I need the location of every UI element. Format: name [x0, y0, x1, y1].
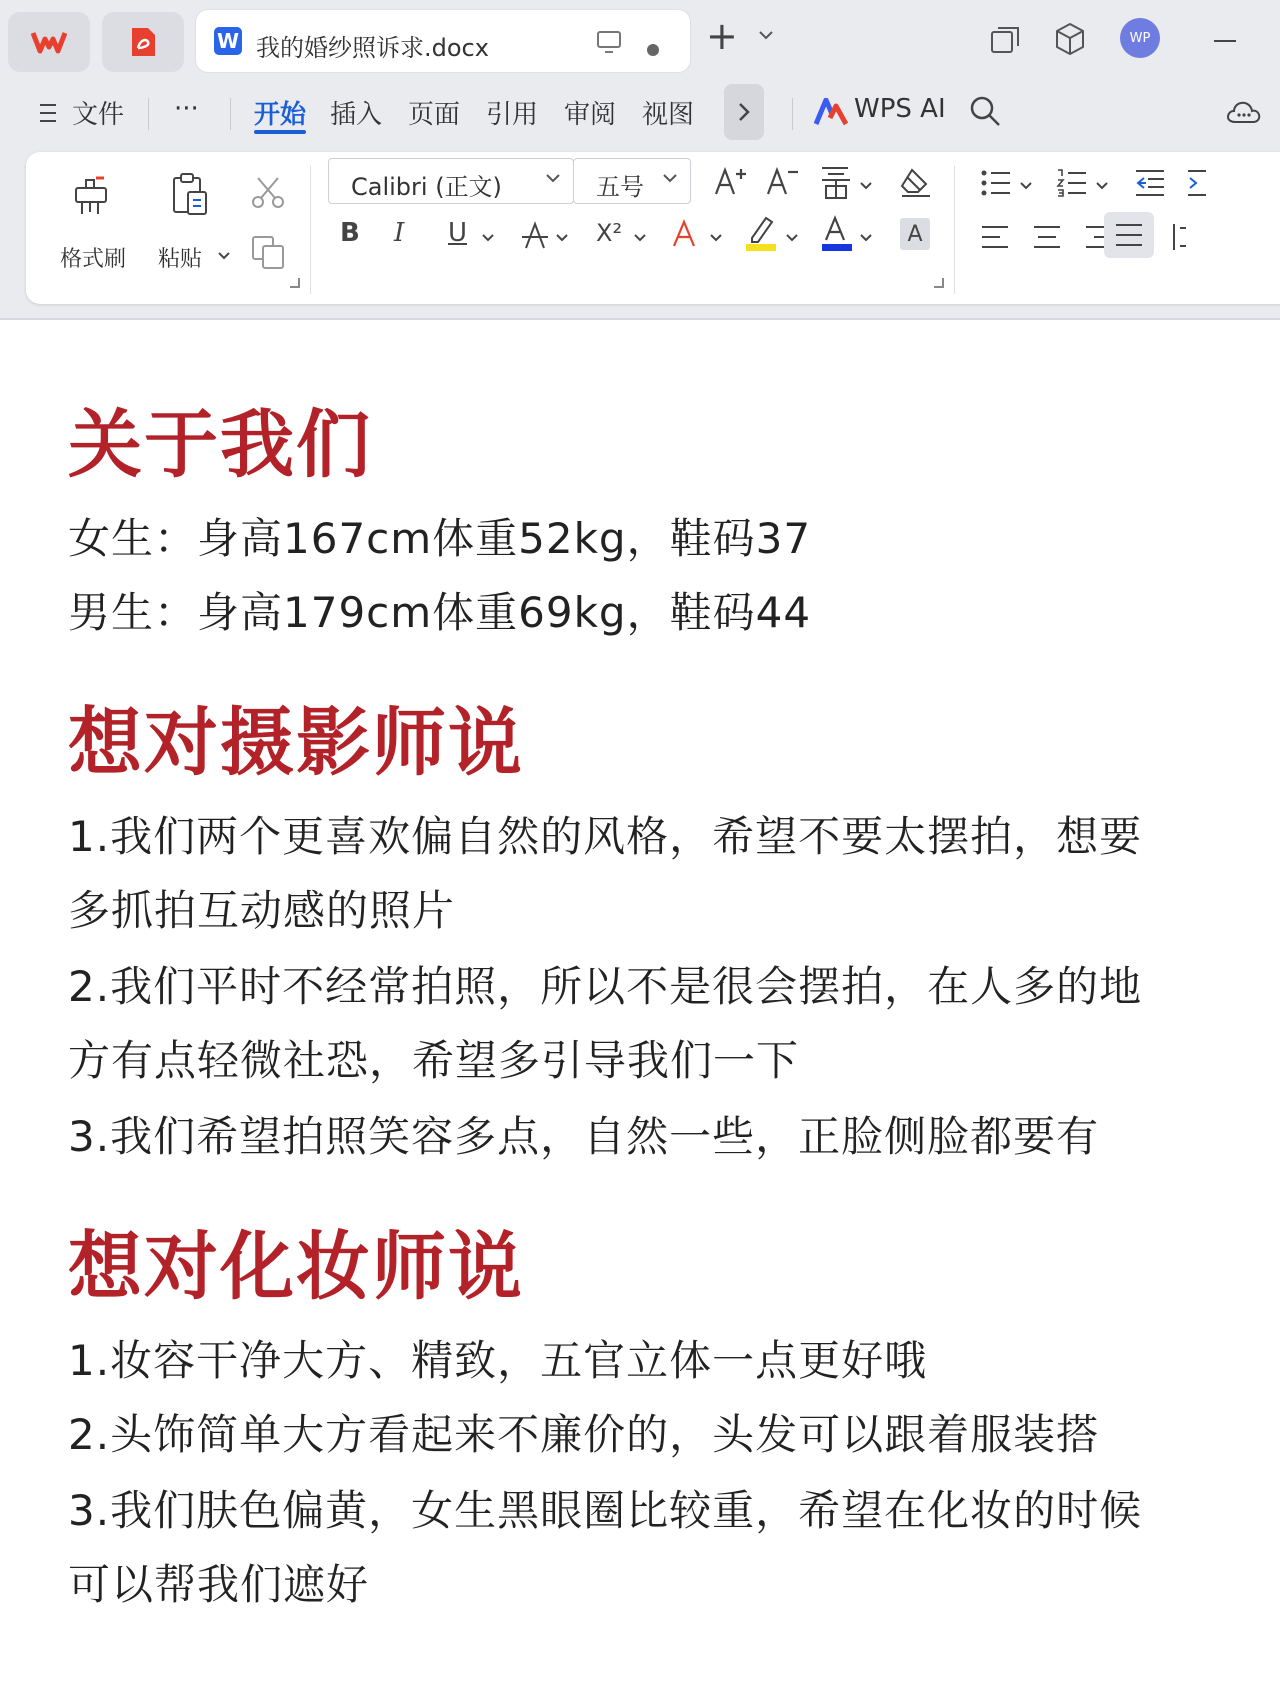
wps-home-button[interactable] — [8, 12, 90, 72]
paragraph-line: 多抓拍互动感的照片 — [68, 886, 456, 935]
font-name-value: Calibri (正文) — [351, 173, 502, 201]
paragraph-line: 方有点轻微社恐，希望多引导我们一下 — [68, 1036, 800, 1085]
copy-icon[interactable] — [250, 234, 286, 270]
font-color-icon[interactable] — [820, 214, 854, 252]
increase-indent-icon[interactable] — [1186, 168, 1206, 198]
paste-label[interactable]: 粘贴 — [158, 247, 203, 272]
chevron-down-icon[interactable] — [634, 234, 646, 242]
chevron-down-icon[interactable] — [786, 234, 798, 242]
wps-ai-logo-icon — [814, 98, 848, 126]
paragraph-line: 男生：身高179cm体重69kg，鞋码44 — [68, 588, 812, 637]
ribbon-divider — [954, 166, 955, 294]
pdf-app-button[interactable] — [102, 12, 184, 72]
heading-to-photographer: 想对摄影师说 — [68, 700, 524, 786]
decrease-indent-icon[interactable] — [1134, 168, 1166, 198]
document-tab-title: 我的婚纱照诉求.docx — [256, 34, 489, 62]
search-icon[interactable] — [968, 94, 1002, 128]
paragraph-line: 3.我们希望拍照笑容多点，自然一些，正脸侧脸都要有 — [68, 1112, 1100, 1161]
font-name-select[interactable] — [328, 158, 574, 204]
bullet-list-icon[interactable] — [980, 168, 1012, 198]
ribbon-divider — [310, 166, 311, 294]
text-effect-icon[interactable] — [670, 218, 702, 250]
menu-divider — [148, 98, 149, 130]
ribbon-bottom-border — [0, 318, 1280, 320]
minimize-icon[interactable] — [1214, 40, 1236, 42]
chevron-right-icon — [737, 101, 751, 123]
underline-button[interactable]: U — [448, 218, 468, 248]
tab-review[interactable]: 审阅 — [564, 100, 617, 130]
char-shading-button[interactable] — [900, 218, 930, 250]
monitor-icon[interactable] — [596, 30, 622, 54]
home-ribbon — [26, 152, 1280, 304]
pdf-logo-icon — [128, 26, 158, 58]
chevron-down-icon[interactable] — [556, 234, 568, 242]
distribute-icon[interactable] — [1172, 222, 1186, 252]
clear-format-icon[interactable] — [898, 166, 932, 198]
grow-font-icon[interactable] — [714, 166, 748, 198]
word-doc-icon: W — [214, 27, 242, 55]
clipboard-launcher-icon[interactable] — [290, 278, 300, 288]
paragraph-line: 2.头饰简单大方看起来不廉价的，头发可以跟着服装搭 — [68, 1410, 1100, 1459]
paragraph-line: 女生：身高167cm体重52kg，鞋码37 — [68, 514, 812, 563]
numbered-list-icon[interactable] — [1056, 168, 1088, 198]
chevron-down-icon[interactable] — [758, 30, 774, 40]
italic-button[interactable]: I — [394, 218, 405, 248]
cube-icon[interactable] — [1054, 22, 1086, 56]
menu-more[interactable]: ··· — [174, 94, 199, 124]
tab-references[interactable]: 引用 — [486, 100, 539, 130]
format-painter-icon[interactable] — [72, 174, 112, 216]
chevron-down-icon[interactable] — [710, 234, 722, 242]
align-justify-icon — [1114, 222, 1144, 248]
heading-to-makeup-artist: 想对化妆师说 — [68, 1224, 524, 1310]
paragraph-line: 3.我们肤色偏黄，女生黑眼圈比较重，希望在化妆的时候 — [68, 1486, 1143, 1535]
char-shading-label: A — [907, 221, 923, 247]
paragraph-line: 1.我们两个更喜欢偏自然的风格，希望不要太摆拍，想要 — [68, 812, 1143, 861]
format-painter-label[interactable]: 格式刷 — [60, 247, 127, 272]
paragraph-line: 可以帮我们遮好 — [68, 1560, 370, 1609]
wps-logo-icon — [31, 29, 67, 55]
unsaved-dot-icon[interactable] — [647, 44, 659, 56]
chevron-down-icon[interactable] — [482, 234, 494, 242]
bold-button[interactable]: B — [340, 218, 360, 248]
menu-bar — [0, 78, 1280, 150]
paragraph-line: 2.我们平时不经常拍照，所以不是很会摆拍，在人多的地 — [68, 962, 1143, 1011]
hamburger-menu-icon[interactable] — [38, 102, 58, 124]
menu-divider — [230, 98, 231, 130]
font-size-value: 五号 — [596, 173, 644, 201]
chevron-down-icon — [545, 173, 561, 183]
tab-page[interactable]: 页面 — [408, 100, 461, 130]
strikethrough-icon[interactable] — [520, 220, 550, 250]
align-center-icon[interactable] — [1032, 224, 1062, 250]
title-bar — [0, 0, 1280, 78]
font-size-select[interactable] — [573, 158, 691, 204]
superscript-button[interactable]: X² — [596, 219, 623, 247]
chevron-down-icon[interactable] — [1020, 182, 1032, 190]
more-tabs-button[interactable] — [724, 84, 764, 140]
active-tab-indicator — [254, 130, 306, 134]
new-tab-plus-icon[interactable]: + — [706, 14, 738, 58]
chevron-down-icon[interactable] — [860, 182, 872, 190]
chevron-down-icon — [662, 173, 678, 183]
window-switch-icon[interactable] — [990, 26, 1020, 54]
chevron-down-icon[interactable] — [1096, 182, 1108, 190]
align-left-icon[interactable] — [980, 224, 1010, 250]
highlight-color-icon[interactable] — [744, 214, 780, 252]
document-tab[interactable] — [196, 10, 690, 72]
cloud-sync-icon[interactable] — [1226, 98, 1262, 126]
paragraph-line: 1.妆容干净大方、精致，五官立体一点更好哦 — [68, 1336, 928, 1385]
chevron-down-icon[interactable] — [218, 252, 230, 260]
shrink-font-icon[interactable] — [766, 166, 800, 198]
cut-icon[interactable] — [250, 176, 286, 210]
avatar[interactable]: WP — [1120, 18, 1160, 58]
chevron-down-icon[interactable] — [860, 234, 872, 242]
menu-divider — [792, 98, 793, 130]
tab-home[interactable]: 开始 — [254, 100, 307, 130]
wps-ai-button[interactable]: WPS AI — [854, 94, 946, 124]
heading-about-us: 关于我们 — [68, 402, 372, 488]
paste-icon[interactable] — [170, 172, 210, 216]
tab-view[interactable]: 视图 — [642, 100, 695, 130]
tab-insert[interactable]: 插入 — [330, 100, 383, 130]
justify-button[interactable] — [1104, 212, 1154, 258]
phonetic-guide-icon[interactable] — [818, 164, 854, 200]
menu-file[interactable]: 文件 — [72, 100, 125, 130]
font-launcher-icon[interactable] — [934, 278, 944, 288]
